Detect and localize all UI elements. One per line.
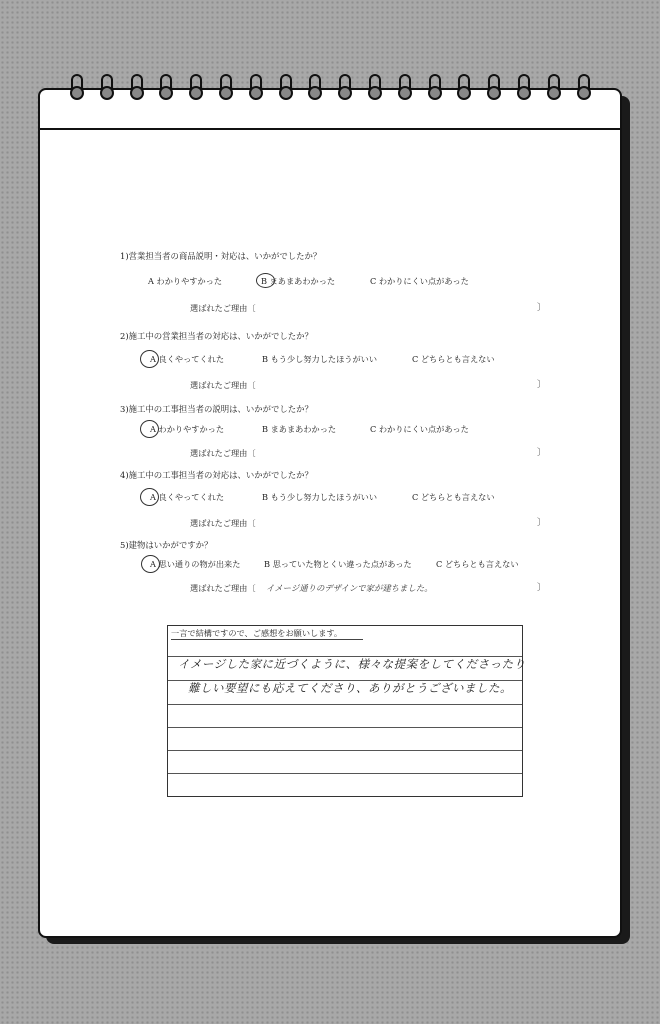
question-4-prompt: 4)施工中の工事担当者の対応は、いかがでしたか？ — [120, 470, 313, 480]
question-5-reason-close: 〕 — [537, 583, 547, 593]
question-2-reason-label: 選ばれたご理由〔 — [190, 380, 256, 390]
survey-document — [40, 90, 620, 936]
question-4-reason-label: 選ばれたご理由〔 — [190, 518, 256, 528]
question-3-prompt: 3)施工中の工事担当者の説明は、いかがでしたか？ — [120, 404, 313, 414]
question-3-option-b: B まあまあわかった — [262, 424, 337, 434]
comment-box — [167, 625, 526, 797]
notebook-page — [38, 88, 622, 938]
question-2-option-b: B もう少し努力したほうがいい — [262, 354, 378, 364]
question-2-prompt: 2)施工中の営業担当者の対応は、いかがでしたか？ — [120, 331, 313, 341]
question-4-selected-circle — [140, 488, 159, 506]
question-4-option-b: B もう少し努力したほうがいい — [262, 492, 378, 502]
comment-box-title-underline — [171, 639, 363, 640]
comment-handwriting-line-2: 難しい要望にも応えてくださり、ありがとうございました。 — [188, 681, 512, 695]
question-1-prompt: 1)営業担当者の商品説明・対応は、いかがでしたか？ — [120, 251, 322, 261]
question-4-option-a: A 良くやってくれた — [150, 492, 225, 502]
question-5-reason-label: 選ばれたご理由〔 — [190, 583, 256, 593]
question-4-reason-close: 〕 — [537, 518, 547, 528]
question-2-option-a: A 良くやってくれた — [150, 354, 225, 364]
question-2-selected-circle — [140, 350, 159, 368]
question-3-option-c: C わかりにくい点があった — [370, 424, 469, 434]
question-5-option-b: B 思っていた物とくい違った点があった — [264, 559, 412, 569]
question-3-option-a: A わかりやすかった — [150, 424, 225, 434]
question-5-reason-handwriting: イメージ通りのデザインで家が建ちました。 — [266, 583, 433, 593]
question-2-reason-close: 〕 — [537, 380, 547, 390]
question-3-reason-label: 選ばれたご理由〔 — [190, 448, 256, 458]
comment-box-title: 一言で結構ですので、ご感想をお願いします。 — [171, 628, 343, 638]
comment-rule — [168, 704, 522, 705]
question-3-reason-close: 〕 — [537, 448, 547, 458]
question-1-option-c: C わかりにくい点があった — [370, 276, 469, 286]
question-2-option-c: C どちらとも言えない — [412, 354, 495, 364]
question-1-option-b: B まあまあわかった — [261, 276, 336, 286]
question-3-selected-circle — [140, 420, 159, 438]
question-5-option-a: A 思い通りの物が出来た — [150, 559, 241, 569]
question-1-reason-label: 選ばれたご理由〔 — [190, 303, 256, 313]
comment-rule — [168, 773, 522, 774]
question-5-prompt: 5)建物はいかがですか？ — [120, 540, 213, 550]
comment-rule — [168, 750, 522, 751]
question-4-option-c: C どちらとも言えない — [412, 492, 495, 502]
question-5-option-c: C どちらとも言えない — [436, 559, 519, 569]
comment-rule — [168, 727, 522, 728]
question-1-selected-circle — [256, 273, 275, 288]
question-1-option-a: A わかりやすかった — [148, 276, 223, 286]
comment-handwriting-line-1: イメージした家に近づくように、様々な提案をしてくださったり — [178, 657, 526, 671]
question-1-reason-close: 〕 — [537, 303, 547, 313]
question-5-selected-circle — [141, 555, 160, 573]
